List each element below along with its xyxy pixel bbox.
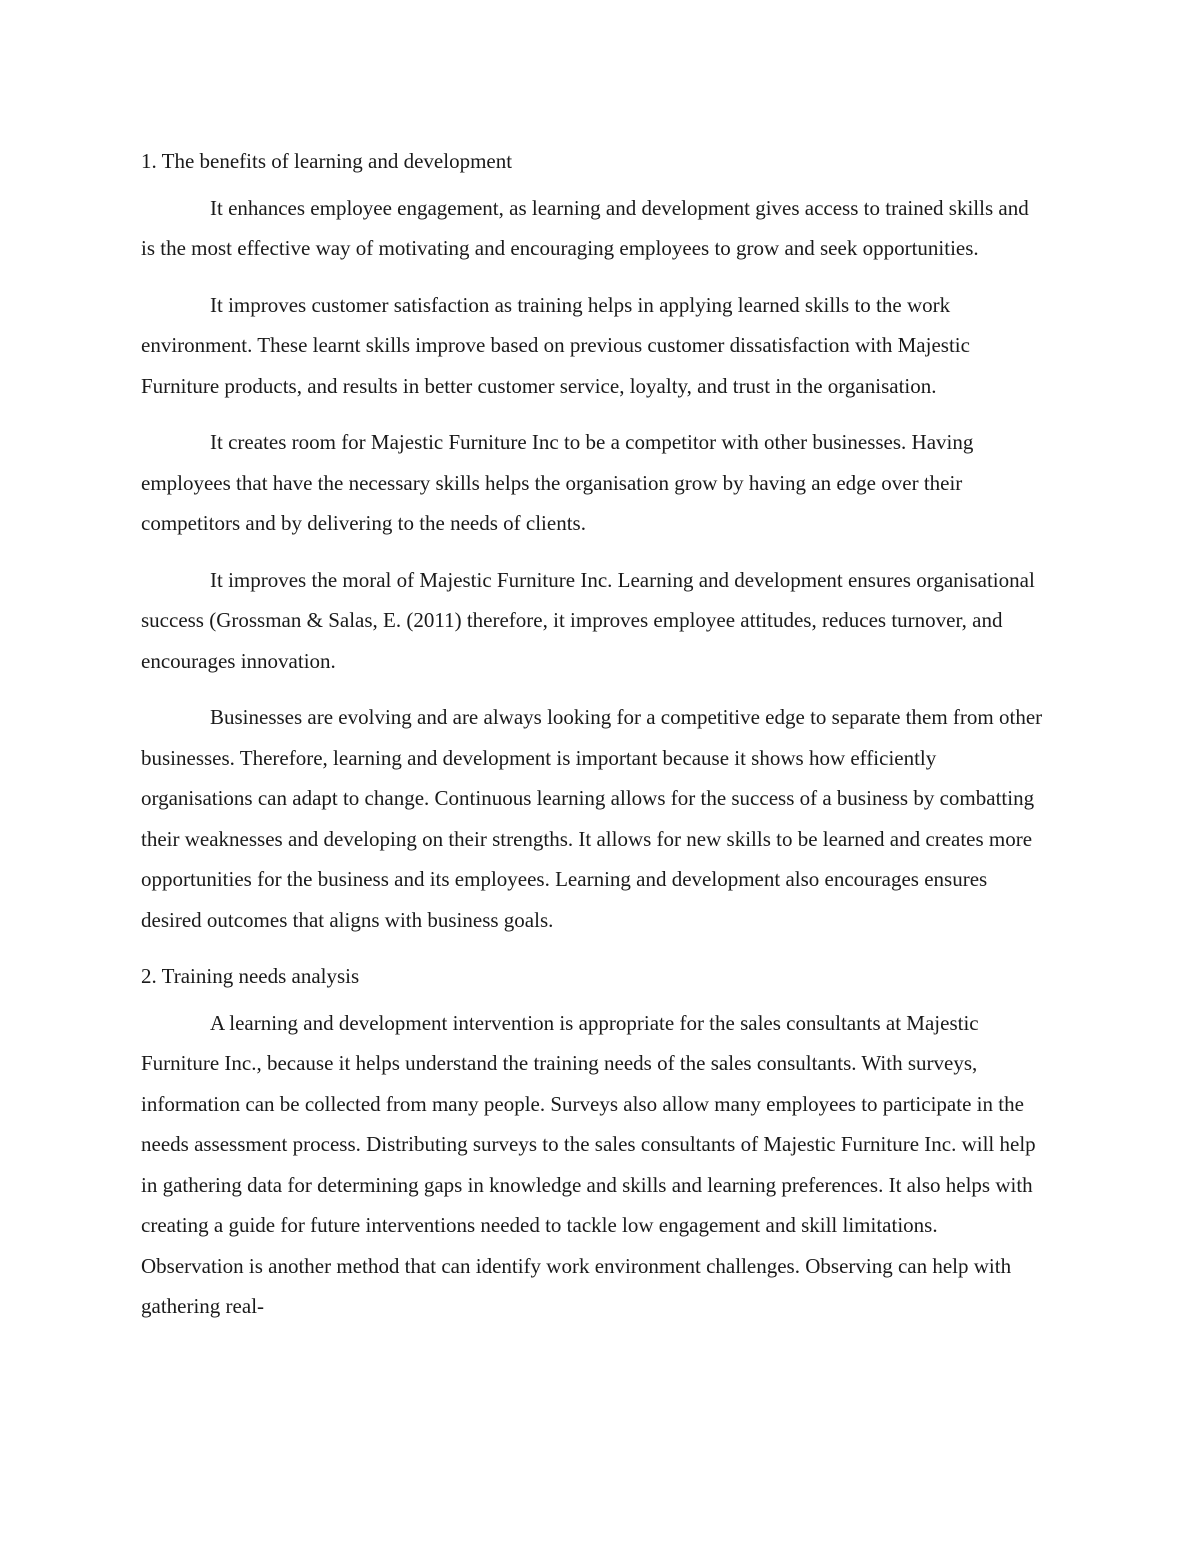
paragraph-engagement: It enhances employee engagement, as learning and development gives access to trained skills and is the most effective way of motivating and encouraging employees to grow and seek opportunities. [141,195,1029,260]
paragraph-evolving-businesses: Businesses are evolving and are always looking for a competitive edge to separate them from other businesses. Therefore, learning and development is important because it shows how efficiently organisations can adapt to change. Continuous learning allows for the success of a business by combatting their weaknesses and developing on their strengths. It allows for new skills to be learned and creates more opportunities for the business and its employees. Learning and development also encourages ensures desired outcomes that aligns with business goals. [141,705,1043,932]
section-heading-training-needs: 2. Training needs analysis [141,964,360,988]
paragraph-customer-satisfaction: It improves customer satisfaction as training helps in applying learned skills to the work environment. These learnt skills improve based on previous customer dissatisfaction with Majestic Furniture products, and results in better customer service, loyalty, and trust in the organisation. [141,292,970,398]
section-heading-benefits: 1. The benefits of learning and development [141,149,513,173]
document-body [141,141,1045,1327]
paragraph-morale: It improves the moral of Majestic Furniture Inc. Learning and development ensures organisational success (Grossman & Salas, E. (2011) therefore, it improves employee attitudes, reduces turnover, and encourages innovation. [141,567,1035,673]
paragraph-competitor: It creates room for Majestic Furniture Inc to be a competitor with other businesses. Having employees that have the necessary skills helps the organisation grow by having an edge over their competitors and by delivering to the needs of clients. [141,430,974,535]
paragraph-intervention: A learning and development intervention is appropriate for the sales consultants at Majestic Furniture Inc., because it helps understand the training needs of the sales consultants. With surveys, information can be collected from many people. Surveys also allow many employees to participate in the needs assessment process. Distributing surveys to the sales consultants of Majestic Furniture Inc. will help in gathering data for determining gaps in knowledge and skills and learning preferences. It also helps with creating a guide for future interventions needed to tackle low engagement and skill limitations. Observation is another method that can identify work environment challenges. Observing can help with gathering real- [141,1010,1036,1318]
